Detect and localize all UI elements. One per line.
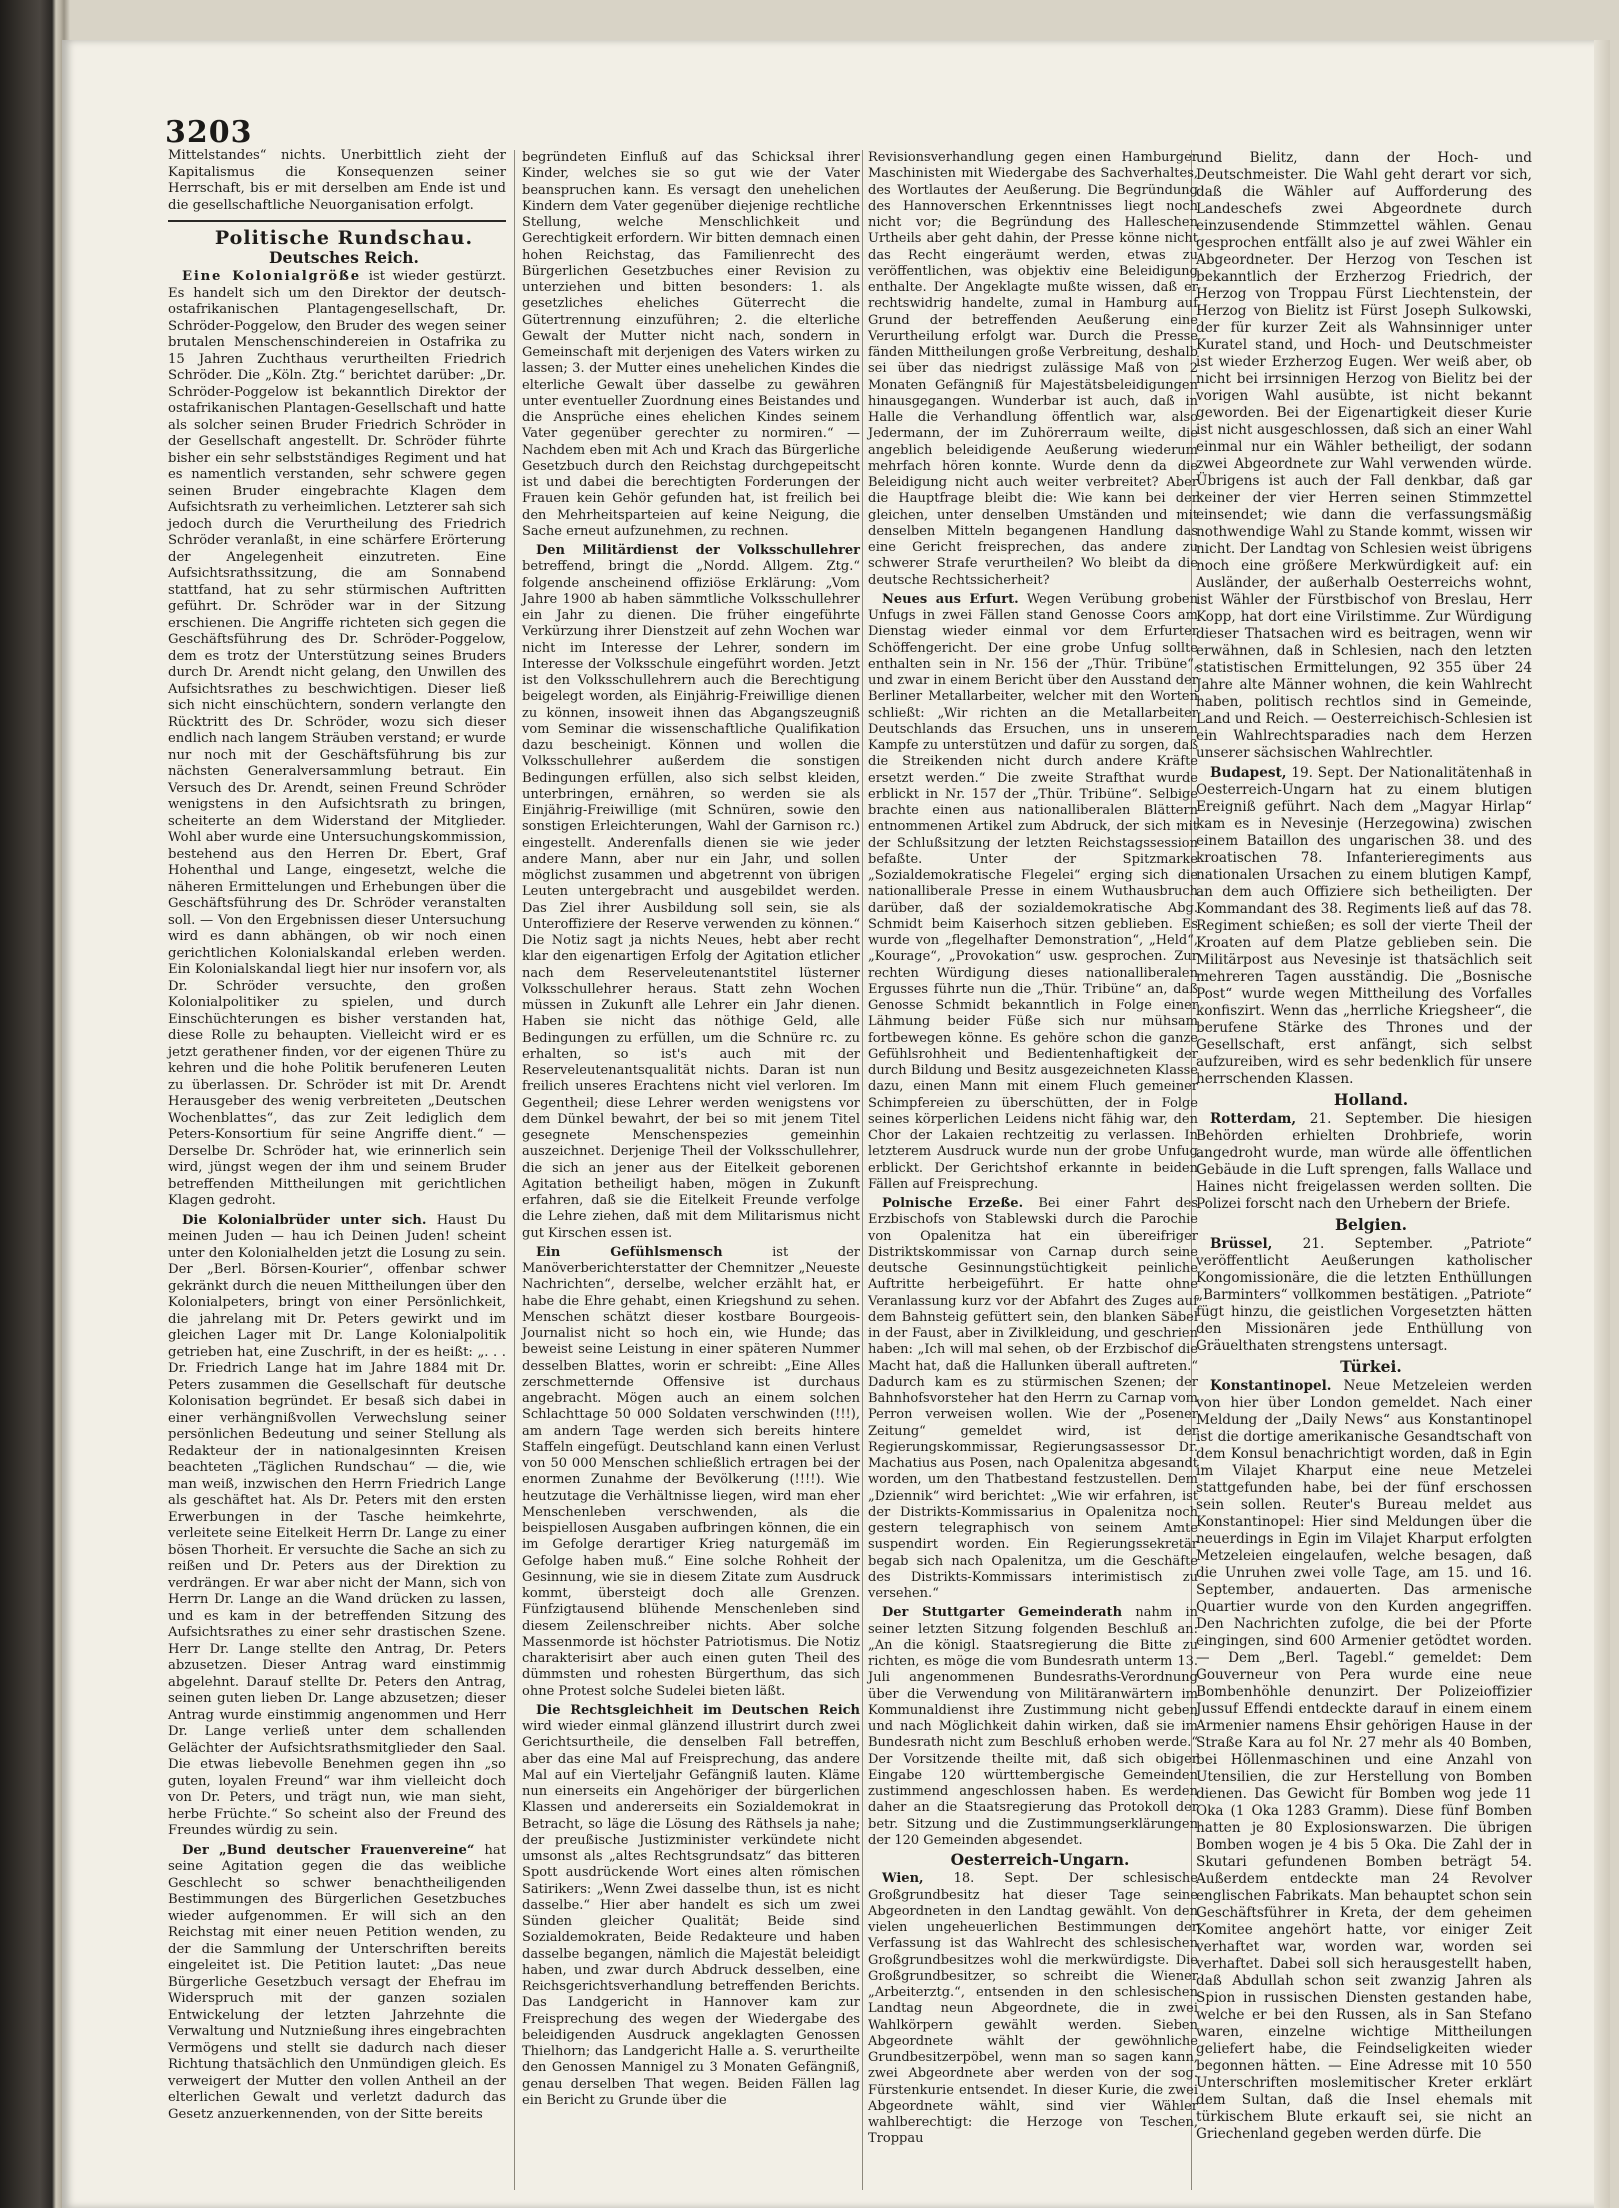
article-text: Neue Metzeleien werden von hier über London gemeldet. Nach einer Meldung der „Daily News“ aus Konstantinopel ist die dortige amerikanische Gesandtschaft von dem Konsul benachrichtigt worden, daß in Egin im Vilajet Kharput eine neue Metzelei stattgefunden habe, bei der fünf erschossen sein sollen. Reuter's Bureau meldet aus Konstantinopel: Hier sind Meldungen über die neuerdings in Egin im Vilajet Kharput erfolgten Metzeleien eingelaufen, welche besagen, daß die Unruhen zwei volle Tage, am 15. und 16. September, andauerten. Das armenische Quartier wurde von den Kurden angegriffen. Den Nachrichten zufolge, die bei der Pforte eingingen, sind 600 Armenier getödtet worden. — Dem „Berl. Tagebl.“ gemeldet: Dem Gouverneur von Pera wurde eine neue Bombenhöhle denunzirt. Der Polizeioffizier Jussuf Effendi entdeckte darauf in einem einem Armenier namens Ehsir gehörigen Hause in der Straße Kara au fol Nr. 27 mehr als 40 Bomben, bei Höllenmaschinen und eine Anzahl von Utensilien, die zur Herstellung von Bomben dienen. Das Gewicht für Bomben wog jede 11 Oka (1 Oka 1283 Gramm). Diese fünf Bomben hatten je 80 Explosionswarzen. Die übrigen Bomben wogen je 4 bis 5 Oka. Die Zahl der in Skutari gefundenen Bomben beträgt 54. Außerdem entdeckte man 24 Revolver englischen Fabrikats. Man behauptet schon sein Geschäftsführer in Kreta, der dem geheimen Komitee angehört hatte, vor einiger Zeit verhaftet war, worden war, worden sei verhaftet. Dabei soll sich herausgestellt haben, daß Abdullah schon seit zwanzig Jahren als Spion in russischen Diensten gestanden habe, welche er bei den Russen, als in San Stefano waren, einzelne wichtige Mittheilungen geliefert habe, die Feindseligkeiten wieder begonnen hätten. — Eine Adresse mit 10 550 Unterschriften moslemitischer Kreter erklärt dem Sultan, daß die Insel ehemals mit türkischem Blute erkauft sei, sie nicht an Griechenland gegeben werden dürfe. Die — [1196, 1378, 1532, 2142]
subsection-title: Deutsches Reich. — [269, 247, 419, 267]
article-paragraph — [868, 1871, 1198, 2147]
article-lead: Rotterdam, — [1210, 1111, 1297, 1127]
article-text: 19. Sept. Der Nationalitätenhaß in Oesterreich-Ungarn hat zu einem blutigen Ereigniß geführt. Nach dem „Magyar Hirlap“ kam es in Nevesinje (Herzegowina) zwischen einem Bataillon des ungarischen 38. und des kroatischen 78. Infanterieregiments aus nationalen Ursachen zu einem blutigen Kampf, an dem auch Offiziere sich betheiligten. Der Kommandant des 38. Regiments ließ auf das 78. Regiment schießen; es soll der vierte Theil der Kroaten auf dem Platze geblieben sein. Die Militärpost aus Nevesinje ist thatsächlich seit mehreren Tagen ausständig. Die „Bosnische Post“ wurde wegen Mittheilung des Vorfalles konfiszirt. Wenn das „herrliche Kriegsheer“, die berufene Stärke des Thrones und der Gesellschaft, erst anfängt, sich selbst aufzureiben, wird es sehr bedenklich für unsere herrschenden Klassen. — [1196, 765, 1532, 1087]
article-paragraph: Revisionsverhandlung gegen einen Hamburger Maschinisten mit Wiedergabe des Sachverhaltes, des Wortlautes der Aeußerung. Die Begründung des Hannoverschen Erkenntnisses liegt noch nicht vor; die Begründung des Halleschen Urtheils aber geht dahin, der Presse könne nicht das Recht eingeräumt werden, etwas zu veröffentlichen, was objektiv eine Beleidigung enthalte. Der Angeklagte mußte wissen, daß er rechtswidrig handelte, zumal in Hamburg auf Grund der betreffenden Aeußerung eine Verurtheilung erfolgt war. Durch die Presse fänden Mittheilungen große Verbreitung, deshalb sei über das niedrigst zulässige Maß von 2 Monaten Gefängniß für Majestätsbeleidigungen hinausgegangen. Wunderbar ist auch, daß in Halle die Verhandlung öffentlich war, also Jedermann, der im Zuhörerraum weilte, die angeblich beleidigende Aeußerung wiederum mehrfach hören konnte. Wurde denn da die Beleidigung nicht auch weiter verbreitet? Aber die Hauptfrage bleibt die: Wie kann bei der gleichen, unter denselben Umständen und mit denselben Mitteln begangenen Handlung das eine Gericht freisprechen, das andere zu schwerer Strafe verurtheilen? Wo bleibt da die deutsche Rechtssicherheit? — [868, 150, 1198, 588]
article-text: wird wieder einmal glänzend illustrirt durch zwei Gerichtsurtheile, die denselben Fall betreffen, aber das eine Mal auf Freisprechung, das andere Mal auf ein Vierteljahr Gefängniß lauten. Kläme nun einerseits ein Angehöriger der bürgerlichen Klassen und andererseits ein Sozialdemokrat in Betracht, so läge die Lösung des Räthsels ja nahe; der preußische Justizminister verkündete nicht umsonst als „altes Rechtsgrundsatz“ das bitteren Spott ausdrückende Wort eines alten römischen Satirikers: „Wenn Zwei dasselbe thun, ist es nicht dasselbe.“ Hier aber handelt es sich um zwei Sünden gleicher Qualität; Beide sind Sozialdemokraten, Beide Redakteure und haben dasselbe begangen, nämlich die Majestät beleidigt haben, und zwar durch Abdruck desselben, eine Reichsgerichtsverhandlung betreffenden Berichts. Das Landgericht in Hannover kam zur Freisprechung des wegen der Wiedergabe des beleidigenden Ausdruck angeklagten Genossen Thielhorn; das Landgericht Halle a. S. verurtheilte den Genossen Mannigel zu 3 Monaten Gefängniß, genau derselben That wegen. Beiden Fällen lag ein Bericht zu Grunde über die — [522, 1719, 860, 2108]
article-paragraph: und Bielitz, dann der Hoch- und Deutschmeister. Die Wahl geht derart vor sich, daß die Wähler auf Aufforderung des Landeschefs zwei Abgeordnete durch einzusendende Stimmzettel wählen. Genau gesprochen entfällt also je auf zwei Wähler ein Abgeordneter. Der Herzog von Teschen ist bekanntlich der Erzherzog Friedrich, der Herzog von Troppau Fürst Liechtenstein, der Herzog von Bielitz ist Fürst Joseph Sulkowski, der für kurzer Zeit als Wahnsinniger unter Kuratel stand, und Hoch- und Deutschmeister ist wieder Erzherzog Eugen. Wer weiß aber, ob nicht bei irrsinnigen Herzog von Bielitz bei der vorigen Wahl ausübte, ist nicht bekannt geworden. Bei der Eigenartigkeit dieser Kurie ist nicht ausgeschlossen, daß sich an einer Wahl einmal nur ein Wähler betheiligt, der sodann zwei Abgeordnete zur Wahl verwenden würde. Übrigens ist auch der Fall denkbar, daß gar keiner der vier Herren seinen Stimmzettel einsendet; wie dann die verfassungsmäßig nothwendige Wahl zu Stande kommt, wissen wir nicht. Der Landtag von Schlesien weist übrigens noch eine größere Merkwürdigkeit auf: ein Ausländer, der außerhalb Oesterreichs wohnt, ist Wähler der Fürstbischof von Breslau, Herr Kopp, hat dort eine Virilstimme. Zur Würdigung dieser Thatsachen wird es beitragen, wenn wir erwähnen, daß in Schlesien, nach den letzten statistischen Ermittelungen, 92 355 über 24 Jahre alte Männer wohnen, die kein Wahlrecht haben, politisch rechtlos sind in Gemeinde, Land und Reich. — Oesterreichisch-Schlesien ist ein Wahlrechtsparadies nach dem Herzen unserer sächsischen Wahlrechtler. — [1196, 150, 1533, 761]
article-paragraph — [522, 1703, 860, 2109]
article-lead: Der Stuttgarter Gemeinderath — [882, 1605, 1123, 1621]
article-text: ist der Manöverberichterstatter der Chemnitzer „Neueste Nachrichten“, derselbe, welcher erzählt hat, er habe die Ehre gehabt, einen Kriegshund zu sehen. Menschen schätzt dieser kostbare Bourgeois-Journalist nicht so hoch ein, wie Hunde; das beweist seine Leistung in einer späteren Nummer desselben Blattes, worin er schreibt: „Eine Alles zerschmetternde Offensive ist durchaus angebracht. Mögen auch an einem solchen Schlachttage 50 000 Soldaten verschwinden (!!!), am andern Tage werden sich bereits hintere Staffeln eingefügt. Deutschland kann einen Verlust von 50 000 Menschen schließlich ertragen bei der enormen Zunahme der Bevölkerung (!!!!). Wie heutzutage die Verhältnisse liegen, wird man eher Menschenleben verschwenden, als die beispiellosen Ausgaben aufbringen können, die ein im Gefolge derartiger Krieg naturgemäß im Gefolge haben muß.“ Eine solche Rohheit der Gesinnung, wie sie in diesem Zitate zum Ausdruck kommt, übersteigt doch alle Grenzen. Fünfzigtausend blühende Menschenleben sind diesem Zeilenschreiber nichts. Aber solche Massenmorde ist höchster Patriotismus. Die Notiz charakterisirt aber auch einen guten Theil des dümmsten und rohesten Bürgerthum, das sich ohne Protest solche Sudelei bieten läßt. — [522, 1244, 860, 1699]
article-text: ist wieder gestürzt. Es handelt sich um den Direktor der deutsch-ostafrikanischen Plantagengesellschaft, Dr. Schröder-Poggelow, den Bruder des wegen seiner brutalen Menschenschindereien in Ostafrika zu 15 Jahren Zuchthaus verurtheilten Friedrich Schröder. Die „Köln. Ztg.“ berichtet darüber: „Dr. Schröder-Poggelow ist bekanntlich Direktor der ostafrikanischen Plantagen-Gesellschaft und hatte als solcher seinen Bruder Friedrich Schröder in der Gesellschaft angestellt. Dr. Schröder führte bisher ein sehr selbstständiges Regiment und hat es namentlich verstanden, sehr schwere gegen seinen Bruder eingebrachte Klagen dem Aufsichtsrath zu verheimlichen. Letzterer sah sich jedoch durch die Verurtheilung des Friedrich Schröder veranlaßt, in eine schärfere Erörterung der Angelegenheit einzutreten. Eine Aufsichtsrathssitzung, die am Sonnabend stattfand, hat zu sehr stürmischen Auftritten geführt. Dr. Schröder war in der Sitzung erschienen. Die Angriffe richteten sich gegen die Geschäftsführung des Dr. Schröder-Poggelow, dem es trotz der Unterstützung seines Bruders durch Dr. Arendt nicht gelang, den Unwillen des Aufsichtsrathes zu beschwichtigen. Dieser ließ sich nicht einschüchtern, sondern verlangte den Rücktritt des Dr. Schröder, wozu sich dieser endlich nach langem Sträuben verstand; er wurde nur noch mit der Geschäftsführung bis zur nächsten Generalversammlung betraut. Ein Versuch des Dr. Arendt, seinen Freund Schröder wenigstens in den Aufsichtsrath zu bringen, scheiterte an dem Widerstand der Mitglieder. Wohl aber wurde eine Untersuchungskommission, bestehend aus den Herren Dr. Ebert, Graf Hohenthal und Lange, eingesetzt, welche die näheren Ermittelungen und Erhebungen über die Geschäftsführung des Dr. Schröder veranstalten soll. — Von den Ergebnissen dieser Untersuchung wird es dann abhängen, ob wir noch einen gerichtlichen Kolonialskandal erleben werden. Ein Kolonialskandal liegt hier nur insofern vor, als Dr. Schröder versuchte, den großen Kolonialpolitiker zu spielen, und durch Einschüchterungen es bisher verstanden hat, diese Rolle zu behaupten. Vielleicht wird er es jetzt gerathener finden, vor der eigenen Thüre zu kehren und die hohe Politik berufeneren Leuten zu überlassen. Dr. Schröder ist mit Dr. Arendt Herausgeber des wenig verbreiteten „Deutschen Wochenblattes“, das zur Zeit lediglich dem Peters-Konsortium für seine Angriffe dient.“ — Derselbe Dr. Schröder hat, wie erinnerlich sein wird, jüngst wegen der ihm und seinem Bruder betreffenden Mittheilungen mit gerichtlichen Klagen gedroht. — [168, 269, 506, 1208]
article-paragraph — [868, 1196, 1198, 1602]
article-paragraph: begründeten Einfluß auf das Schicksal ihrer Kinder, welches sie so gut wie der Vater beanspruchen kann. Es versagt den unehelichen Kindern dem Vater gegenüber diejenige rechtliche Stellung, welche Menschlichkeit und Gerechtigkeit erfordern. Wir bitten demnach einen hohen Reichstag, das Familienrecht des Bürgerlichen Gesetzbuches einer Revision zu unterziehen und bitten besonders: 1. als gesetzliches eheliches Güterrecht die Gütertrennung einzuführen; 2. die elterliche Gewalt der Mutter nicht nach, sondern in Gemeinschaft mit derjenigen des Vaters wirken zu lassen; 3. der Mutter eines unehelichen Kindes die elterliche Gewalt über dasselbe zu gewähren unter eventueller Zuordnung eines Beistandes und die Ansprüche eines ehelichen Kindes seinem Vater gegenüber gerechter zu normiren.“ — Nachdem eben mit Ach und Krach das Bürgerliche Gesetzbuch durch den Reichstag durchgepeitscht ist und dabei die berechtigten Forderungen der Frauen kein Gehör gefunden hat, ist freilich bei den Mehrheitsparteien auf keine Neigung, die Sache erneut aufzunehmen, zu rechnen. — [522, 150, 860, 539]
article-text: betreffend, bringt die „Nordd. Allgem. Ztg.“ folgende anscheinend offiziöse Erklärung: „Vom Jahre 1900 ab haben sämmtliche Volksschullehrer ein Jahr zu dienen. Die früher eingeführte Verkürzung ihrer Dienstzeit auf zehn Wochen war nicht im Interesse der Lehrer, sondern im Interesse der Volksschule eingeführt worden. Jetzt ist den Volksschullehrern auch die Berechtigung beigelegt worden, als Einjährig-Freiwillige dienen zu können, insoweit ihnen das Abgangszeugniß vom Seminar die wissenschaftliche Qualifikation dazu bescheinigt. Können und wollen die Volksschullehrer außerdem die sonstigen Bedingungen erfüllen, also sich selbst kleiden, unterbringen, ernähren, so werden sie als Einjährig-Freiwillige (mit Schnüren, sowie den sonstigen Erleichterungen, Wahl der Garnison rc.) eingestellt. Anderenfalls dienen sie wie jeder andere Mann, aber nur ein Jahr, und sollen möglichst zusammen und abgetrennt von übrigen Leuten untergebracht und ausgebildet werden. Das Ziel ihrer Ausbildung soll sein, sie als Unteroffiziere der Reserve verwenden zu können.“ Die Notiz sagt ja nichts Neues, hebt aber recht klar den eigenartigen Erfolg der Agitation etlicher nach dem Reserveleutenantstitel lüsterner Volksschullehrer heraus. Statt zehn Wochen müssen in Zukunft alle Lehrer ein Jahr dienen. Haben sie nicht das nöthige Geld, alle Bedingungen zu erfüllen, um die Schnüre rc. zu erhalten, so ist's auch mit der Reserveleutenantsqualität nichts. Daran ist nun freilich unseres Erachtens nicht viel verloren. Im Gegentheil; diese Lehrer werden wenigstens vor dem Dünkel bewahrt, der bei so mit jenem Titel gesegnete Menschenspezies gemeinhin auszeichnet. Derjenige Theil der Volksschullehrer, die sich an jener aus der Eitelkeit geborenen Agitation betheiligt haben, mögen in Zukunft erfahren, daß sie die Eitelkeit Freunde verfolge die Lehre ziehen, daß mit dem Militarismus nicht gut Kirschen essen ist. — [522, 559, 860, 1241]
page-edge — [1594, 40, 1610, 2208]
article-text: nahm in seiner letzten Sitzung folgenden Beschluß an: „An die königl. Staatsregierung die Bitte zu richten, es möge die vom Bundesrath unterm 13. Juli angenommenen Bundesraths-Verordnung über die Verwendung von Militäranwärtern im Kommunaldienst ihre Zustimmung nicht geben und nach Möglichkeit dahin wirken, daß sie im Bundesrath nicht zum Beschluß erhoben werde.“ Der Vorsitzende theilte mit, daß sich obiger Eingabe 120 württembergische Gemeinden zustimmend angeschlossen haben. Es werden daher an die Staatsregierung das Protokoll der betr. Sitzung und die Zustimmungserklärungen der 120 Gemeinden abgesendet. — [868, 1605, 1199, 1848]
subsection-title: Türkei. — [1340, 1357, 1402, 1376]
subsection-title: Holland. — [1333, 1090, 1409, 1109]
article-paragraph — [168, 1843, 506, 2124]
article-lead: Brüssel, — [1210, 1236, 1273, 1252]
article-paragraph — [868, 1605, 1198, 1849]
article-text: Haust Du meinen Juden — hau ich Deinen Juden! scheint unter den Kolonialhelden jetzt die Losung zu sein. Der „Berl. Börsen-Kourier“, offenbar schwer gekränkt durch die neuen Mittheilungen über den Kolonialpeters, bringt von einer Persönlichkeit, die jahrelang mit Dr. Peters gewirkt und im gleichen Lager mit Dr. Lange Kolonialpolitik getrieben hat, eine Zuschrift, in der es heißt: „. . . Dr. Friedrich Lange hat im Jahre 1884 mit Dr. Peters zusammen die Gesellschaft für deutsche Kolonisation begründet. Er besaß sich dabei in einer verhängnißvollen Verwechslung seiner persönlichen Bedeutung und seiner Stellung als Redakteur der in nationalgesinnten Kreisen beachteten „Täglichen Rundschau“ — die, wie man weiß, inzwischen den Herrn Friedrich Lange als geschäftet hat. Als Dr. Peters mit den ersten Erwerbungen in der Tasche heimkehrte, verleitete seine Eitelkeit Herrn Dr. Lange zu einer bösen Thorheit. Er versuchte die Sache an sich zu reißen und Dr. Peters aus der Direktion zu verdrängen. Er war aber nicht der Mann, sich von Herrn Dr. Lange an die Wand drücken zu lassen, und es kam in der betreffenden Sitzung des Aufsichtsrathes zu einer sehr drastischen Szene. Herr Dr. Lange stellte den Antrag, Dr. Peters abzusetzen. Dieser Antrag ward einstimmig abgelehnt. Darauf stellte Dr. Peters den Antrag, seinen guten lieben Dr. Lange abzusetzen; dieser Antrag wurde einstimmig angenommen und Herr Dr. Lange verließ unter dem schallenden Gelächter der Aufsichtsrathsmitglieder den Saal. Die etwas liebevolle Benehmen gegen ihn „so guten, loyalen Freund“ war ihm vielleicht doch von Dr. Peters, und trägt nun, wie man sieht, herbe Früchte.“ So scheint also der Freund des Freundes würdig zu sein. — [168, 1212, 507, 1838]
article-text: Bei einer Fahrt des Erzbischofs von Stablewski durch die Parochie von Opalenitza hat ein übereifriger Distriktskommissar von Carnap durch seine deutsche Gesinnungstüchtigkeit peinliche Auftritte herbeigeführt. Er hatte ohne Veranlassung kurz vor der Abfahrt des Zuges auf dem Bahnsteig gefüttert sein, den blanken Säbel in der Faust, aber in Zivilkleidung, und geschrien haben: „Ich will mal sehen, ob der Erzbischof die Macht hat, daß die Hallunken überall auftreten.“ Dadurch kam es zu stürmischen Szenen; der Bahnhofsvorsteher hat den Herrn zu Carnap vom Perron verweisen wollen. Wie der „Posener Zeitung“ gemeldet wird, ist der Regierungskommissar, Regierungsassessor Dr. Machatius aus Posen, nach Opalenitza abgesandt worden, um den Thatbestand festzustellen. Dem „Dziennik“ wird berichtet: „Wie wir erfahren, ist der Distrikts-Kommissarius in Opalenitza noch gestern telegraphisch von seinem Amte suspendirt worden. Ein Regierungssekretär begab sich nach Opalenitza, um die Geschäfte des Distrikts-Kommissars interimistisch zu versehen.“ — [868, 1196, 1198, 1601]
article-lead: Wien, — [882, 1871, 924, 1887]
column-4 — [1196, 150, 1532, 2146]
article-lead: Die Kolonialbrüder unter sich. — [182, 1212, 427, 1228]
article-paragraph — [168, 1213, 506, 1840]
column-rule — [514, 150, 515, 2190]
column-1 — [168, 148, 506, 2126]
article-text: 21. September. Die hiesigen Behörden erhielten Drohbriefe, worin angedroht wurde, man würde alle öffentlichen Gebäude in die Luft sprengen, falls Wallace und Haines nicht freigelassen werden sollten. Die Polizei forscht nach den Urhebern der Briefe. — [1196, 1111, 1532, 1212]
article-paragraph — [1196, 1236, 1532, 1355]
article-lead: Den Militärdienst der Volksschullehrer — [536, 543, 860, 558]
article-paragraph — [1196, 765, 1532, 1088]
article-text: 18. Sept. Der schlesische Großgrundbesitz hat dieser Tage seine Abgeordneten in den Landtag gewählt. Von den vielen ungeheuerlichen Bestimmungen der Verfassung ist das Wahlrecht des schlesischen Großgrundbesitzes wohl die merkwürdigste. Die Großgrundbesitzer, so schreibt die Wiener „Arbeiterztg.“, entsenden in den schlesischen Landtag neun Abgeordnete, die in zwei Wahlkörpern gewählt werden. Sieben Abgeordnete wählt der gewöhnliche Grundbesitzerpöbel, wenn man so sagen kann, zwei Abgeordnete aber werden von der sog. Fürstenkurie entsendet. In dieser Kurie, die zwei Abgeordnete wählt, sind vier Wähler wahlberechtigt: die Herzoge von Teschen, Troppau — [868, 1871, 1198, 2147]
article-paragraph — [168, 269, 506, 1210]
article-lead: Polnische Erzeße. — [882, 1196, 1024, 1211]
article-lead: Eine Kolonialgröße — [182, 269, 361, 284]
article-lead: Konstantinopel. — [1210, 1378, 1332, 1394]
article-paragraph — [522, 543, 860, 1242]
column-3 — [868, 150, 1198, 2151]
article-paragraph — [1196, 1111, 1532, 1213]
page-number: 3203 — [165, 115, 253, 150]
article-text: hat seine Agitation gegen die das weibliche Geschlecht so schwer benachtheiligenden Bestimmungen des Bürgerlichen Gesetzbuches wieder aufgenommen. Er will sich an den Reichstag mit einer neuen Petition wenden, zu der die Sammlung der Unterschriften bereits eingeleitet ist. Die Petition lautet: „Das neue Bürgerliche Gesetzbuch versagt der Ehefrau im Widerspruch mit der ganzen sozialen Entwickelung der letzten Jahrzehnte die Verwaltung und Nutznießung ihres eingebrachten Vermögens und stellt sie dadurch nach dieser Richtung thatsächlich den Unmündigen gleich. Es verweigert der Mutter den vollen Antheil an der elterlichen Gewalt und verletzt dadurch das Gesetz anzuerkennenden, von der Sitte bereits — [168, 1842, 506, 2122]
article-paragraph — [1196, 1378, 1532, 2143]
subsection-title: Belgien. — [1334, 1215, 1408, 1234]
column-2 — [522, 150, 860, 2112]
article-lead: Budapest, — [1210, 765, 1287, 781]
intro-paragraph: Mittelstandes“ nichts. Unerbittlich zieht der Kapitalismus die Konsequenzen seiner Herrschaft, bis er mit derselben am Ende ist und die gesellschaftliche Neuorganisation erfolgt. — [168, 148, 506, 213]
column-rule — [862, 150, 863, 2190]
article-lead: Ein Gefühlsmensch — [536, 1244, 723, 1260]
article-text: Wegen Verübung groben Unfugs in zwei Fällen stand Genosse Coors am Dienstag wieder einmal vor dem Erfurter Schöffengericht. Der eine grobe Unfug sollte enthalten sein in Nr. 156 der „Thür. Tribüne“, und zwar in einem Bericht über den Ausstand der Berliner Metallarbeiter, welcher mit den Worten schließt: „Wir richten an die Metallarbeiter Deutschlands das Ersuchen, uns in unserem Kampfe zu unterstützen und dafür zu sorgen, daß die Streikenden nicht durch andere Kräfte ersetzt werden.“ Die zweite Strafthat wurde erblickt in Nr. 157 der „Thür. Tribüne“. Selbige brachte einen aus nationalliberalen Blättern entnommenen Artikel zum Abdruck, der sich mit der Schlußsitzung der letzten Reichstagssession befaßte. Unter der Spitzmarke „Sozialdemokratische Flegelei“ erging sich die nationalliberale Presse in einem Wuthausbruch darüber, daß der sozialdemokratische Abg. Schmidt beim Kaiserhoch sitzen geblieben. Es wurde von „flegelhafter Demonstration“, „Held“, „Kourage“, „Provokation“ usw. gesprochen. Zur rechten Würdigung dieses nationalliberalen Ergusses führte nun die „Thür. Tribüne“ an, daß Genosse Schmidt bekanntlich in Folge einer Lähmung beider Füße sich nur mühsam fortbewegen könne. Es gehöre schon die ganze Gefühlsrohheit und Bedientenhaftigkeit der durch Bildung und Besitz ausgezeichneten Klasse dazu, einen Mann mit einem Fluch gemeiner Schimpfereien zu überschütten, der in Folge seines körperlichen Leidens nicht fähig war, den Chor der Lakaien rechtzeitig zu verlassen. In letzterem Ausdruck wurde nun der grobe Unfug erblickt. Der Gerichtshof erkannte in beiden Fällen auf Freisprechung. — [868, 591, 1199, 1192]
article-text: 21. September. „Patriote“ veröffentlicht Aeußerungen katholischer Kongomissionäre, die die letzten Enthüllungen „Barminters“ vollkommen bestätigen. „Patriote“ fügt hinzu, die geistlichen Vorgesetzten hätten den Missionären jede Enthüllung von Gräuelthaten strengstens untersagt. — [1196, 1236, 1532, 1354]
article-lead: Die Rechtsgleichheit im Deutschen Reich — [536, 1702, 860, 1718]
subsection-title: Oesterreich-Ungarn. — [950, 1850, 1130, 1869]
section-title: Politische Rundschau. — [214, 227, 474, 249]
article-paragraph — [868, 592, 1198, 1193]
article-paragraph — [522, 1245, 860, 1700]
section-rule — [168, 220, 506, 222]
article-lead: Der „Bund deutscher Frauenvereine“ — [182, 1842, 475, 1858]
article-lead: Neues aus Erfurt. — [882, 591, 1019, 607]
